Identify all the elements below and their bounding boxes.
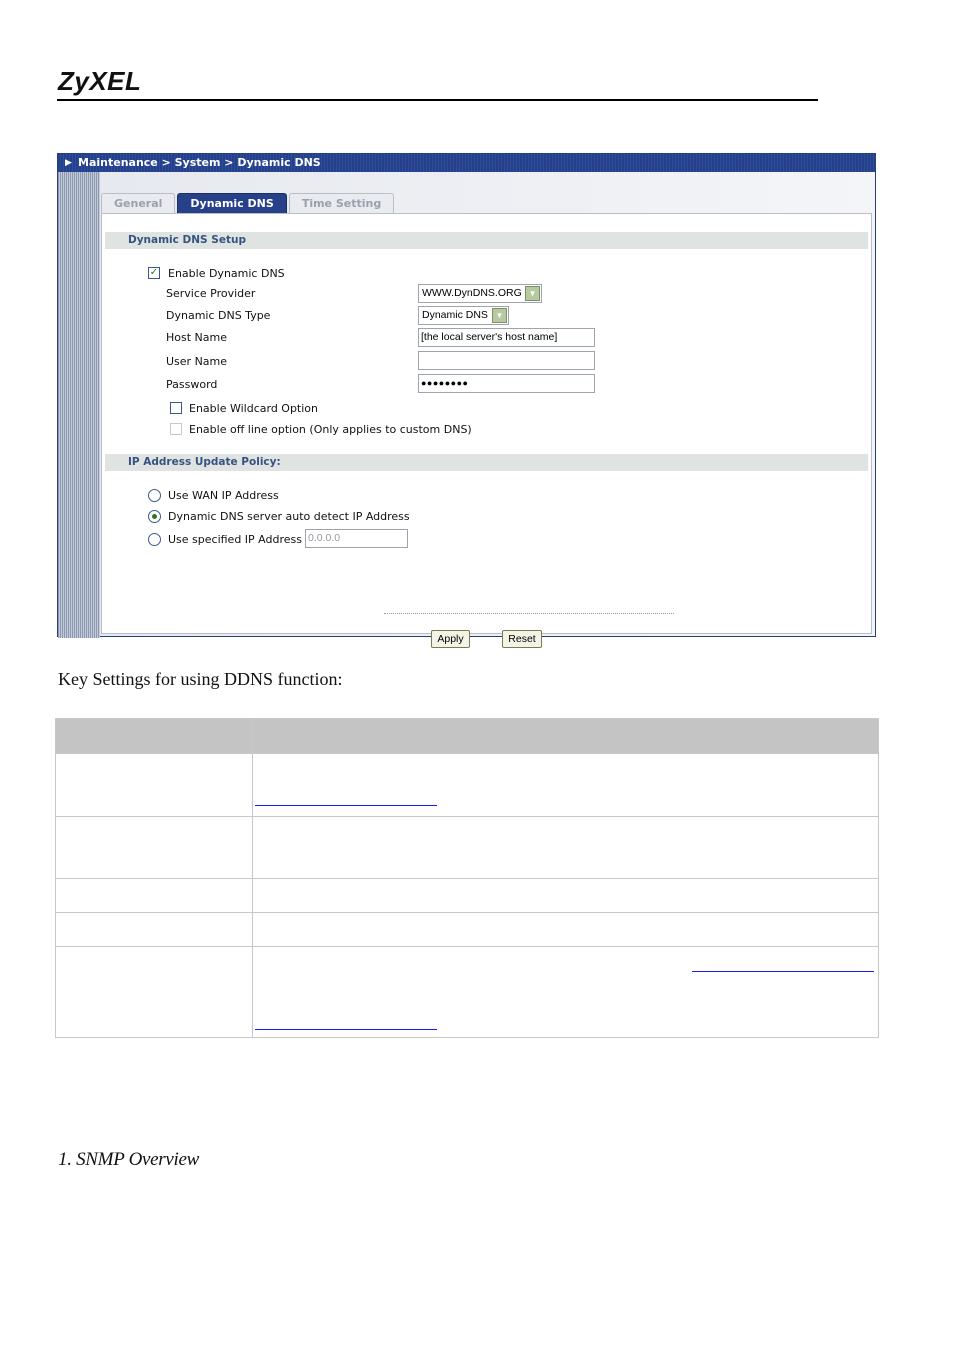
dns-type-label: Dynamic DNS Type xyxy=(166,309,271,322)
service-provider-value: WWW.DynDNS.ORG xyxy=(422,287,522,299)
breadcrumb-bar xyxy=(58,154,875,172)
section-ip-update-policy: IP Address Update Policy: xyxy=(105,454,868,471)
hyperlink[interactable] xyxy=(692,971,874,972)
table-row xyxy=(56,754,879,817)
auto-detect-ip-radio[interactable] xyxy=(148,510,161,523)
table-cell xyxy=(56,754,253,817)
user-name-label: User Name xyxy=(166,355,228,368)
service-provider-select[interactable] xyxy=(418,284,542,303)
dns-type-value: Dynamic DNS xyxy=(422,309,488,321)
password-label: Password xyxy=(166,378,218,391)
header-rule xyxy=(57,99,818,101)
reset-button[interactable]: Reset xyxy=(502,630,542,648)
table-cell xyxy=(253,913,879,947)
breadcrumb[interactable]: Maintenance > System > Dynamic DNS xyxy=(78,156,321,169)
apply-button[interactable]: Apply xyxy=(431,630,470,648)
tab-bar xyxy=(101,193,396,213)
table-header-row xyxy=(56,719,879,754)
wildcard-option-label: Enable Wildcard Option xyxy=(189,402,319,415)
table-cell xyxy=(253,947,879,1038)
host-name-input[interactable]: [the local server's host name] xyxy=(418,328,595,347)
table-row xyxy=(56,913,879,947)
user-name-input[interactable] xyxy=(418,351,595,370)
table-row xyxy=(56,947,879,1038)
table-cell xyxy=(56,913,253,947)
table-header-cell xyxy=(56,719,253,754)
service-provider-label: Service Provider xyxy=(166,287,256,300)
table-cell xyxy=(253,754,879,817)
dns-type-select[interactable] xyxy=(418,306,509,325)
auto-detect-ip-label: Dynamic DNS server auto detect IP Address xyxy=(168,510,410,523)
enable-dynamic-dns-checkbox[interactable]: ✓ xyxy=(149,267,159,278)
hyperlink[interactable] xyxy=(255,1029,437,1030)
chevron-down-icon: ▼ xyxy=(525,286,540,301)
offline-option-label: Enable off line option (Only applies to custom DNS) xyxy=(189,423,472,436)
wildcard-option-checkbox[interactable] xyxy=(170,402,182,414)
enable-dynamic-dns-label: Enable Dynamic DNS xyxy=(168,267,285,280)
table-cell xyxy=(56,879,253,913)
section-heading: 1. SNMP Overview xyxy=(58,1149,200,1170)
zyxel-logo: ZyXEL xyxy=(58,66,142,96)
use-specified-ip-label: Use specified IP Address xyxy=(168,533,302,546)
doc-caption: Key Settings for using DDNS function: xyxy=(58,669,343,689)
table-cell xyxy=(56,817,253,879)
key-settings-table xyxy=(55,718,879,1038)
table-cell xyxy=(253,817,879,879)
chevron-down-icon: ▼ xyxy=(492,308,507,323)
use-wan-ip-label: Use WAN IP Address xyxy=(168,489,279,502)
tab-time-setting[interactable]: Time Setting xyxy=(289,193,394,213)
breadcrumb-arrow-icon: ▶ xyxy=(65,158,72,168)
table-cell xyxy=(253,879,879,913)
dynamic-dns-panel xyxy=(101,213,872,645)
hyperlink[interactable] xyxy=(255,805,437,806)
table-cell xyxy=(56,947,253,1038)
offline-option-checkbox[interactable] xyxy=(170,423,182,435)
tab-dynamic-dns[interactable]: Dynamic DNS xyxy=(177,193,286,213)
table-row xyxy=(56,817,879,879)
use-specified-ip-radio[interactable] xyxy=(148,533,161,546)
password-input[interactable]: ●●●●●●●● xyxy=(418,374,595,393)
router-config-screenshot xyxy=(57,153,876,645)
button-divider xyxy=(384,613,674,614)
left-decor-strip xyxy=(58,172,100,638)
use-wan-ip-radio[interactable] xyxy=(148,489,161,502)
tab-general[interactable]: General xyxy=(101,193,175,213)
table-row xyxy=(56,879,879,913)
specified-ip-input[interactable]: 0.0.0.0 xyxy=(305,529,408,548)
host-name-label: Host Name xyxy=(166,331,227,344)
section-dns-setup: Dynamic DNS Setup xyxy=(105,232,868,249)
table-header-cell xyxy=(253,719,879,754)
